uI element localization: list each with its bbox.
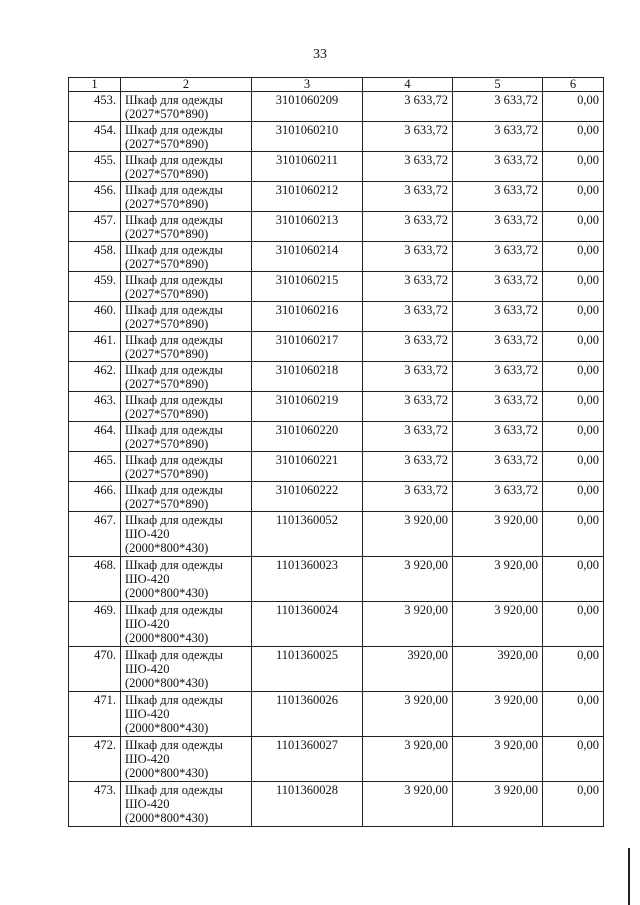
inventory-code-cell: 3101060214 — [252, 242, 363, 272]
row-number-cell: 460. — [69, 302, 121, 332]
scan-edge-mark — [628, 848, 630, 905]
item-name-cell: Шкаф для одежды (2027*570*890) — [121, 272, 252, 302]
value-col4-cell: 3 920,00 — [363, 782, 453, 827]
table-row — [69, 482, 604, 512]
item-name-cell: Шкаф для одежды ШО-420 (2000*800*430) — [121, 737, 252, 782]
value-col5-cell: 3 633,72 — [453, 302, 543, 332]
item-name-cell: Шкаф для одежды (2027*570*890) — [121, 452, 252, 482]
row-number-cell: 457. — [69, 212, 121, 242]
item-name-cell: Шкаф для одежды (2027*570*890) — [121, 392, 252, 422]
value-col6-cell: 0,00 — [543, 422, 604, 452]
value-col4-cell: 3 633,72 — [363, 392, 453, 422]
value-col5-cell: 3 633,72 — [453, 392, 543, 422]
inventory-code-cell: 1101360026 — [252, 692, 363, 737]
row-number-cell: 465. — [69, 452, 121, 482]
value-col5-cell: 3 633,72 — [453, 182, 543, 212]
value-col4-cell: 3 633,72 — [363, 422, 453, 452]
inventory-code-cell: 1101360052 — [252, 512, 363, 557]
value-col4-cell: 3 920,00 — [363, 602, 453, 647]
item-name-cell: Шкаф для одежды (2027*570*890) — [121, 182, 252, 212]
value-col6-cell: 0,00 — [543, 692, 604, 737]
value-col4-cell: 3 633,72 — [363, 452, 453, 482]
value-col5-cell: 3 633,72 — [453, 272, 543, 302]
table-row — [69, 92, 604, 122]
inventory-code-cell: 1101360027 — [252, 737, 363, 782]
inventory-code-cell: 3101060210 — [252, 122, 363, 152]
value-col5-cell: 3 920,00 — [453, 602, 543, 647]
item-name-cell: Шкаф для одежды (2027*570*890) — [121, 212, 252, 242]
row-number-cell: 463. — [69, 392, 121, 422]
value-col5-cell: 3 633,72 — [453, 92, 543, 122]
value-col4-cell: 3 920,00 — [363, 512, 453, 557]
value-col6-cell: 0,00 — [543, 602, 604, 647]
inventory-code-cell: 3101060213 — [252, 212, 363, 242]
value-col6-cell: 0,00 — [543, 212, 604, 242]
item-name-cell: Шкаф для одежды ШО-420 (2000*800*430) — [121, 512, 252, 557]
item-name-cell: Шкаф для одежды ШО-420 (2000*800*430) — [121, 692, 252, 737]
value-col5-cell: 3920,00 — [453, 647, 543, 692]
value-col5-cell: 3 633,72 — [453, 362, 543, 392]
row-number-cell: 455. — [69, 152, 121, 182]
row-number-cell: 470. — [69, 647, 121, 692]
table-row — [69, 302, 604, 332]
item-name-cell: Шкаф для одежды ШО-420 (2000*800*430) — [121, 647, 252, 692]
value-col6-cell: 0,00 — [543, 782, 604, 827]
inventory-code-cell: 1101360023 — [252, 557, 363, 602]
value-col5-cell: 3 633,72 — [453, 152, 543, 182]
table-row — [69, 332, 604, 362]
value-col5-cell: 3 920,00 — [453, 782, 543, 827]
table-row — [69, 602, 604, 647]
table-row — [69, 557, 604, 602]
item-name-cell: Шкаф для одежды ШО-420 (2000*800*430) — [121, 602, 252, 647]
inventory-code-cell: 3101060220 — [252, 422, 363, 452]
item-name-cell: Шкаф для одежды (2027*570*890) — [121, 152, 252, 182]
value-col5-cell: 3 920,00 — [453, 737, 543, 782]
item-name-cell: Шкаф для одежды (2027*570*890) — [121, 332, 252, 362]
column-header: 4 — [363, 78, 453, 92]
value-col5-cell: 3 633,72 — [453, 122, 543, 152]
table-row — [69, 212, 604, 242]
value-col4-cell: 3 633,72 — [363, 182, 453, 212]
value-col6-cell: 0,00 — [543, 482, 604, 512]
value-col6-cell: 0,00 — [543, 557, 604, 602]
inventory-code-cell: 3101060215 — [252, 272, 363, 302]
inventory-code-cell: 3101060209 — [252, 92, 363, 122]
row-number-cell: 461. — [69, 332, 121, 362]
inventory-code-cell: 1101360025 — [252, 647, 363, 692]
column-header: 6 — [543, 78, 604, 92]
value-col6-cell: 0,00 — [543, 332, 604, 362]
value-col4-cell: 3 633,72 — [363, 152, 453, 182]
value-col6-cell: 0,00 — [543, 452, 604, 482]
table-header-row — [69, 78, 604, 92]
value-col6-cell: 0,00 — [543, 122, 604, 152]
table-row — [69, 152, 604, 182]
value-col4-cell: 3 633,72 — [363, 242, 453, 272]
row-number-cell: 466. — [69, 482, 121, 512]
item-name-cell: Шкаф для одежды (2027*570*890) — [121, 92, 252, 122]
inventory-code-cell: 3101060218 — [252, 362, 363, 392]
item-name-cell: Шкаф для одежды ШО-420 (2000*800*430) — [121, 557, 252, 602]
inventory-code-cell: 3101060222 — [252, 482, 363, 512]
value-col4-cell: 3 920,00 — [363, 737, 453, 782]
item-name-cell: Шкаф для одежды (2027*570*890) — [121, 482, 252, 512]
value-col5-cell: 3 633,72 — [453, 482, 543, 512]
value-col5-cell: 3 633,72 — [453, 452, 543, 482]
table-row — [69, 512, 604, 557]
value-col6-cell: 0,00 — [543, 647, 604, 692]
value-col6-cell: 0,00 — [543, 362, 604, 392]
column-header: 3 — [252, 78, 363, 92]
value-col6-cell: 0,00 — [543, 182, 604, 212]
value-col4-cell: 3 633,72 — [363, 332, 453, 362]
row-number-cell: 471. — [69, 692, 121, 737]
table-row — [69, 272, 604, 302]
table-row — [69, 122, 604, 152]
value-col4-cell: 3 633,72 — [363, 122, 453, 152]
row-number-cell: 462. — [69, 362, 121, 392]
page-number: 33 — [313, 47, 327, 62]
table-row — [69, 737, 604, 782]
row-number-cell: 472. — [69, 737, 121, 782]
row-number-cell: 456. — [69, 182, 121, 212]
value-col4-cell: 3 633,72 — [363, 92, 453, 122]
inventory-code-cell: 3101060219 — [252, 392, 363, 422]
value-col4-cell: 3920,00 — [363, 647, 453, 692]
row-number-cell: 454. — [69, 122, 121, 152]
value-col5-cell: 3 920,00 — [453, 557, 543, 602]
row-number-cell: 469. — [69, 602, 121, 647]
table-row — [69, 782, 604, 827]
value-col6-cell: 0,00 — [543, 92, 604, 122]
item-name-cell: Шкаф для одежды (2027*570*890) — [121, 422, 252, 452]
value-col4-cell: 3 633,72 — [363, 362, 453, 392]
inventory-table — [68, 77, 604, 827]
item-name-cell: Шкаф для одежды ШО-420 (2000*800*430) — [121, 782, 252, 827]
column-header: 5 — [453, 78, 543, 92]
table-row — [69, 362, 604, 392]
value-col5-cell: 3 920,00 — [453, 692, 543, 737]
row-number-cell: 473. — [69, 782, 121, 827]
row-number-cell: 453. — [69, 92, 121, 122]
inventory-code-cell: 1101360028 — [252, 782, 363, 827]
item-name-cell: Шкаф для одежды (2027*570*890) — [121, 302, 252, 332]
value-col6-cell: 0,00 — [543, 512, 604, 557]
value-col6-cell: 0,00 — [543, 392, 604, 422]
row-number-cell: 464. — [69, 422, 121, 452]
column-header: 2 — [121, 78, 252, 92]
inventory-code-cell: 3101060217 — [252, 332, 363, 362]
inventory-code-cell: 1101360024 — [252, 602, 363, 647]
table-row — [69, 182, 604, 212]
value-col6-cell: 0,00 — [543, 737, 604, 782]
value-col6-cell: 0,00 — [543, 242, 604, 272]
value-col4-cell: 3 920,00 — [363, 692, 453, 737]
value-col4-cell: 3 633,72 — [363, 482, 453, 512]
value-col5-cell: 3 633,72 — [453, 332, 543, 362]
table-row — [69, 242, 604, 272]
inventory-code-cell: 3101060221 — [252, 452, 363, 482]
row-number-cell: 459. — [69, 272, 121, 302]
item-name-cell: Шкаф для одежды (2027*570*890) — [121, 122, 252, 152]
value-col4-cell: 3 633,72 — [363, 212, 453, 242]
item-name-cell: Шкаф для одежды (2027*570*890) — [121, 362, 252, 392]
value-col6-cell: 0,00 — [543, 272, 604, 302]
value-col5-cell: 3 633,72 — [453, 212, 543, 242]
table-row — [69, 392, 604, 422]
value-col5-cell: 3 633,72 — [453, 422, 543, 452]
table-body — [69, 92, 604, 827]
table-row — [69, 452, 604, 482]
table-row — [69, 647, 604, 692]
row-number-cell: 467. — [69, 512, 121, 557]
row-number-cell: 458. — [69, 242, 121, 272]
inventory-code-cell: 3101060216 — [252, 302, 363, 332]
inventory-code-cell: 3101060212 — [252, 182, 363, 212]
table-row — [69, 692, 604, 737]
value-col4-cell: 3 633,72 — [363, 272, 453, 302]
value-col6-cell: 0,00 — [543, 302, 604, 332]
value-col5-cell: 3 633,72 — [453, 242, 543, 272]
value-col4-cell: 3 920,00 — [363, 557, 453, 602]
value-col5-cell: 3 920,00 — [453, 512, 543, 557]
item-name-cell: Шкаф для одежды (2027*570*890) — [121, 242, 252, 272]
row-number-cell: 468. — [69, 557, 121, 602]
column-header: 1 — [69, 78, 121, 92]
value-col4-cell: 3 633,72 — [363, 302, 453, 332]
value-col6-cell: 0,00 — [543, 152, 604, 182]
table-row — [69, 422, 604, 452]
inventory-code-cell: 3101060211 — [252, 152, 363, 182]
